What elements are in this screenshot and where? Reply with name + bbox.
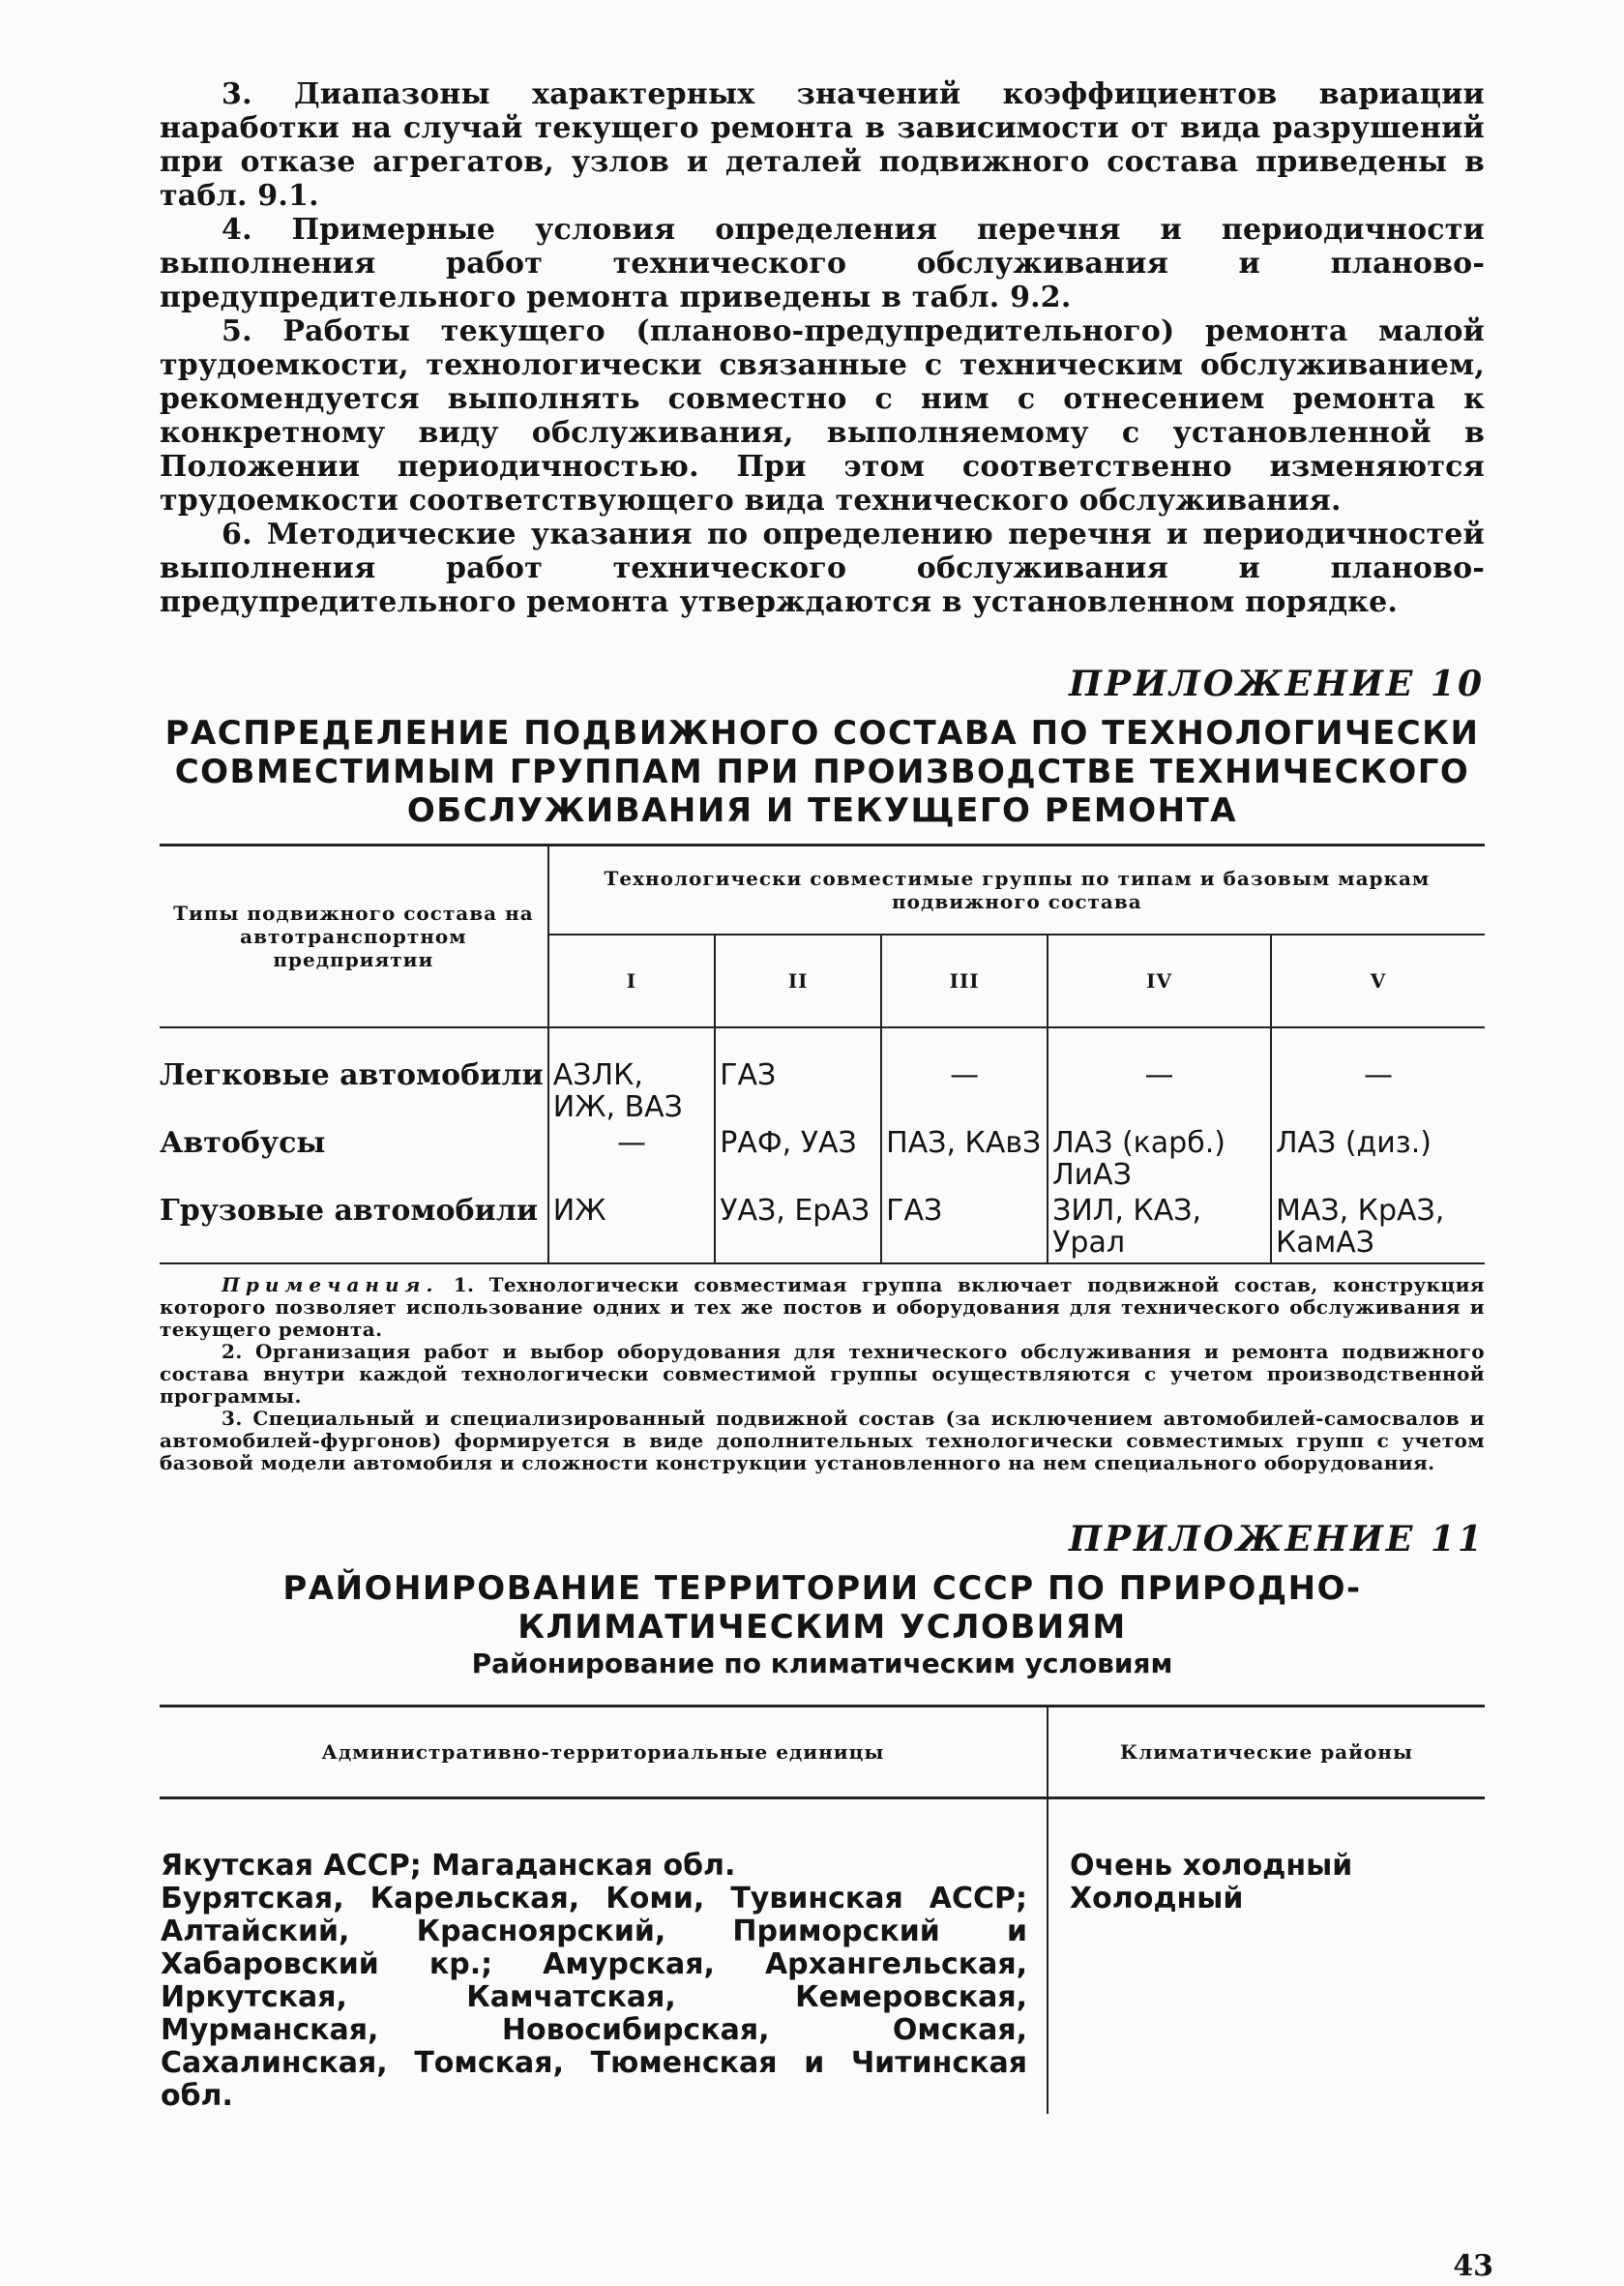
table-notes xyxy=(160,1274,1485,1474)
table-cell: ЗИЛ, КАЗ, Урал xyxy=(1048,1195,1271,1263)
row-type: Легковые автомобили xyxy=(160,1057,544,1092)
paragraph-3: 3. Диапазоны характерных значений коэффициентов вариации наработки на случай текущего ремонта в зависимости от вида разрушений при отказе агрегатов, узлов и деталей подвижного состава приведены в табл. 9.1. xyxy=(160,77,1485,213)
appendix-11-title-line-2: КЛИМАТИЧЕСКИМ УСЛОВИЯМ xyxy=(517,1607,1127,1647)
region-2: Холодный xyxy=(1070,1881,1244,1915)
note-3: 3. Специальный и специализированный подвижной состав (за исключением автомобилей-самосвалов и автомобилей-фургонов) формируется в виде дополнительных технологически совместимых групп с учетом базовой модели автомобиля и сложности конструкции установленного на нем специального оборудования. xyxy=(160,1406,1485,1474)
table-row xyxy=(160,1195,1485,1263)
row-type: Автобусы xyxy=(160,1125,326,1160)
paragraph-4: 4. Примерные условия определения перечня и периодичности выполнения работ технического обслуживания и планово-предупредительного ремонта приведены в табл. 9.2. xyxy=(160,213,1485,314)
intro-section xyxy=(160,77,1485,619)
table-cell: ИЖ xyxy=(548,1195,715,1263)
group-header-2: II xyxy=(715,935,881,1027)
table-cell: — xyxy=(881,1059,1048,1127)
appendix-10-title-line-1: РАСПРЕДЕЛЕНИЕ ПОДВИЖНОГО СОСТАВА ПО ТЕХНОЛОГИЧЕСКИ xyxy=(164,714,1480,753)
appendix-10-title-line-3: ОБСЛУЖИВАНИЯ И ТЕКУЩЕГО РЕМОНТА xyxy=(406,791,1238,830)
appendix-10-title-line-2: СОВМЕСТИМЫМ ГРУППАМ ПРИ ПРОИЗВОДСТВЕ ТЕХНИЧЕСКОГО xyxy=(174,753,1470,791)
appendix-11 xyxy=(160,1519,1485,2114)
appendix-11-label: ПРИЛОЖЕНИЕ 11 xyxy=(1068,1518,1485,1559)
paragraph-5: 5. Работы текущего (планово-предупредительного) ремонта малой трудоемкости, технологически связанные с техническим обслуживанием, рекомендуется выполнять совместно с ним с отнесением ремонта к конкретному виду обслуживания, выполняемому с установленной в Положении периодичностью. При этом соответственно изменяются трудоемкости соответствующего вида технического обслуживания. xyxy=(160,314,1485,518)
table-row xyxy=(160,1059,1485,1127)
table-cell: ЛАЗ (диз.) xyxy=(1271,1127,1485,1195)
table-cell: ПАЗ, КАвЗ xyxy=(881,1127,1048,1195)
table-cell: — xyxy=(1271,1059,1485,1127)
units-cell xyxy=(160,1797,1048,2114)
climate-table xyxy=(160,1705,1485,2114)
region-1: Очень холодный xyxy=(1070,1848,1353,1883)
page-number: 43 xyxy=(1453,2249,1493,2283)
appendix-10 xyxy=(160,664,1485,1474)
type-column-header: Типы подвижного состава на автотранспортном предприятии xyxy=(173,901,534,971)
table-row xyxy=(160,1127,1485,1195)
units-line-1: Якутская АССР; Магаданская обл. xyxy=(161,1848,736,1883)
table-cell: — xyxy=(1048,1059,1271,1127)
table-cell: ЛАЗ (карб.) ЛиАЗ xyxy=(1048,1127,1271,1195)
group-header-5: V xyxy=(1271,935,1485,1027)
group-header-1: I xyxy=(548,935,715,1027)
notes-label: Примечания. xyxy=(221,1272,439,1296)
appendix-10-label: ПРИЛОЖЕНИЕ 10 xyxy=(1068,664,1485,704)
table-cell: МАЗ, КрАЗ, КамАЗ xyxy=(1271,1195,1485,1263)
appendix-11-subtitle: Районирование по климатическим условиям xyxy=(471,1647,1173,1679)
units-line-2: Бурятская, Карельская, Коми, Тувинская АССР; Алтайский, Красноярский, Приморский и Хабаровский кр.; Амурская, Архангельская, Иркутская, Камчатская, Кемеровская, Мурманская, Новосибирская, Омская, Сахалинская, Томская, Тюменская и Читинская обл. xyxy=(161,1881,1027,2113)
group-column-header: Технологически совместимые группы по типам и базовым маркам подвижного состава xyxy=(548,846,1485,935)
table-row xyxy=(160,1797,1485,2114)
table-cell: ГАЗ xyxy=(715,1059,881,1127)
group-header-3: III xyxy=(881,935,1048,1027)
note-2: 2. Организация работ и выбор оборудования для технического обслуживания и ремонта подвижного состава внутри каждой технологически совместимой группы осуществляются с учетом производственной программы. xyxy=(160,1339,1485,1408)
appendix-11-title-line-1: РАЙОНИРОВАНИЕ ТЕРРИТОРИИ СССР ПО ПРИРОДНО- xyxy=(282,1568,1362,1608)
table-cell: — xyxy=(548,1127,715,1195)
table-cell: РАФ, УАЗ xyxy=(715,1127,881,1195)
note-1: Примечания. 1. Технологически совместимая группа включает подвижной состав, конструкция которого позволяет использование одних и тех же постов и оборудования для технического обслуживания и текущего ремонта. xyxy=(160,1272,1485,1341)
row-type: Грузовые автомобили xyxy=(160,1193,539,1228)
document-page xyxy=(160,77,1485,2114)
regions-column-header: Климатические районы xyxy=(1048,1706,1485,1797)
table-cell: АЗЛК, ИЖ, ВАЗ xyxy=(548,1059,715,1127)
group-header-4: IV xyxy=(1048,935,1271,1027)
table-cell: УАЗ, ЕрАЗ xyxy=(715,1195,881,1263)
regions-cell xyxy=(1048,1797,1485,2114)
units-column-header: Административно-территориальные единицы xyxy=(160,1706,1048,1797)
table-cell: ГАЗ xyxy=(881,1195,1048,1263)
paragraph-6: 6. Методические указания по определению перечня и периодичностей выполнения работ технического обслуживания и планово-предупредительного ремонта утверждаются в установленном порядке. xyxy=(160,518,1485,619)
groups-table xyxy=(160,844,1485,1264)
